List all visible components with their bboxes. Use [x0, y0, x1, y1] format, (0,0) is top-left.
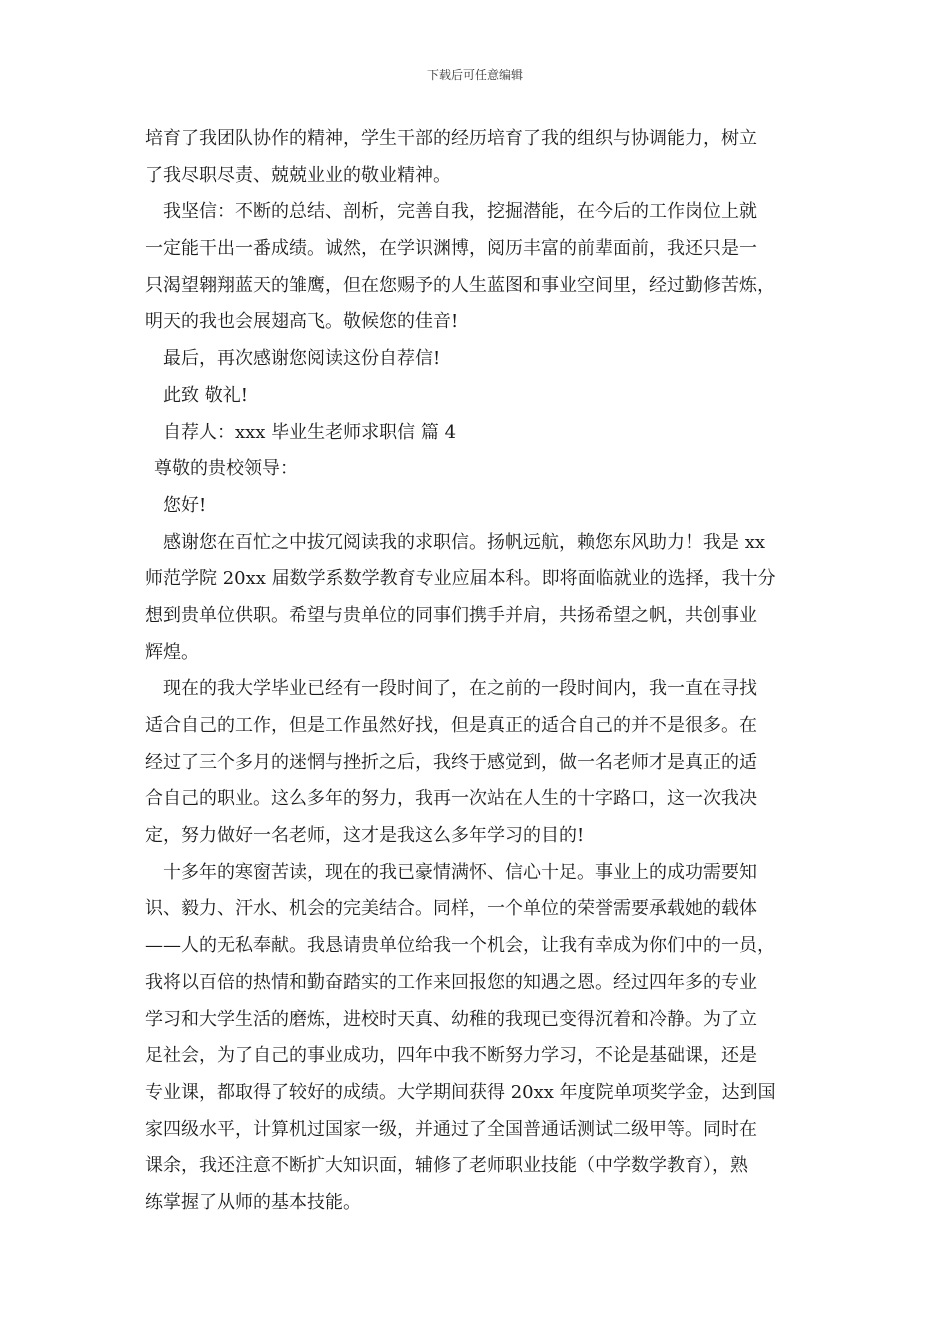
page-header: 下载后可任意编辑 [426, 68, 523, 82]
text-line: 现在的我大学毕业已经有一段时间了，在之前的一段时间内，我一直在寻找 [163, 678, 757, 700]
text-line: 此致 敬礼! [163, 384, 248, 406]
text-line: 最后，再次感谢您阅读这份自荐信! [163, 348, 441, 370]
text-line: 师范学院 20xx 届数学系数学教育专业应届本科。即将面临就业的选择，我十分 [145, 568, 776, 590]
text-line: 您好! [163, 494, 207, 516]
text-line: 定，努力做好一名老师，这才是我这么多年学习的目的! [145, 825, 585, 847]
text-line: 学习和大学生活的磨炼，进校时天真、幼稚的我现已变得沉着和冷静。为了立 [145, 1008, 757, 1030]
text-line: 十多年的寒窗苦读，现在的我已豪情满怀、信心十足。事业上的成功需要知 [163, 861, 757, 883]
text-line: 培育了我团队协作的精神，学生干部的经历培育了我的组织与协调能力，树立 [145, 128, 757, 149]
text-line: 我坚信：不断的总结、剖析，完善自我，挖掘潜能，在今后的工作岗位上就 [163, 201, 757, 223]
text-line: 我将以百倍的热情和勤奋踏实的工作来回报您的知遇之恩。经过四年多的专业 [145, 971, 757, 993]
text-line: 家四级水平，计算机过国家一级，并通过了全国普通话测试二级甲等。同时在 [145, 1118, 757, 1140]
text-line: 课余，我还注意不断扩大知识面，辅修了老师职业技能（中学数学教育），熟 [145, 1155, 748, 1177]
text-line: 明天的我也会展翅高飞。敬候您的佳音! [145, 311, 459, 333]
text-line: 练掌握了从师的基本技能。 [145, 1191, 361, 1213]
text-line: 识、毅力、汗水、机会的完美结合。同样，一个单位的荣誉需要承载她的载体 [145, 898, 757, 920]
text-line: 合自己的职业。这么多年的努力，我再一次站在人生的十字路口，这一次我决 [145, 788, 757, 810]
text-line: 想到贵单位供职。希望与贵单位的同事们携手并肩，共扬希望之帆，共创事业 [145, 604, 757, 626]
text-line: 专业课，都取得了较好的成绩。大学期间获得 20xx 年度院单项奖学金，达到国 [145, 1081, 776, 1103]
text-line: 一定能干出一番成绩。诚然，在学识渊博，阅历丰富的前辈面前，我还只是一 [145, 238, 757, 260]
text-line: 经过了三个多月的迷惘与挫折之后，我终于感觉到，做一名老师才是真正的适 [145, 751, 757, 773]
text-line: ——人的无私奉献。我恳请贵单位给我一个机会，让我有幸成为你们中的一员， [145, 935, 775, 957]
text-line: 只渴望翱翔蓝天的雏鹰，但在您赐予的人生蓝图和事业空间里，经过勤修苦炼， [145, 274, 775, 296]
text-line: 尊敬的贵校领导： [154, 458, 298, 480]
text-line: 了我尽职尽责、兢兢业业的敬业精神。 [145, 164, 451, 186]
document-body [145, 121, 825, 1222]
text-line: 辉煌。 [145, 641, 199, 663]
text-line: 足社会，为了自己的事业成功，四年中我不断努力学习，不论是基础课，还是 [145, 1045, 757, 1067]
text-line: 适合自己的工作，但是工作虽然好找，但是真正的适合自己的并不是很多。在 [145, 715, 757, 736]
text-line: 感谢您在百忙之中拔冗阅读我的求职信。扬帆远航，赖您东风助力！我是 xx [163, 531, 766, 553]
text-line: 自荐人：xxx 毕业生老师求职信 篇 4 [163, 421, 457, 443]
